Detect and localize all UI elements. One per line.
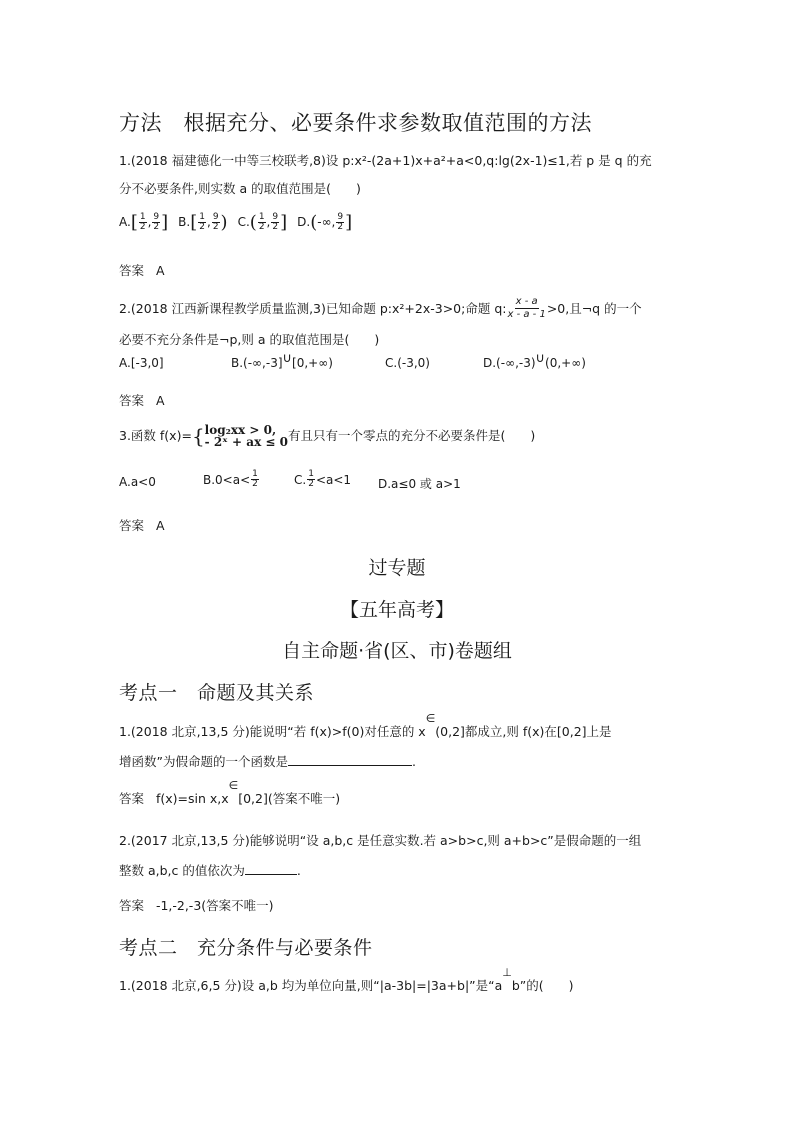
q2-option-a[interactable]: A.[-3,0]	[119, 356, 164, 370]
q1-answer	[119, 261, 165, 279]
kp1-q2-line2	[119, 862, 301, 879]
text: 1.(2018 北京,6,5 分)设 a,b 均为单位向量,则“|a-3b|=|3a+b|”是“a	[119, 978, 503, 993]
numerator: 9	[153, 212, 160, 222]
piecewise-cases	[205, 424, 288, 448]
q1-option-c[interactable]: C.( $\frac{1}{2}$ , $\frac{9}{2}$ ]	[237, 212, 288, 233]
open-bracket: [	[130, 212, 138, 233]
fraction	[271, 213, 279, 232]
q3-option-d[interactable]: D.a≤0 或 a>1	[378, 477, 461, 491]
denominator: x - a - 1	[507, 309, 546, 320]
q1-line2: 分不必要条件,则实数 a 的取值范围是( )	[119, 181, 361, 196]
q1-option-d[interactable]	[297, 212, 352, 233]
kp1-q1-line1	[119, 712, 612, 741]
q1-option-b[interactable]: B.[ $\frac{1}{2}$ , $\frac{9}{2}$ )	[178, 212, 228, 233]
case-2: - 2ˣ + ax ≤ 0	[204, 435, 288, 449]
option-text: B.(-∞,-3]	[231, 356, 283, 370]
numerator: x - a	[515, 296, 538, 307]
close-bracket: ]	[161, 212, 169, 233]
answer-value: [0,2](答案不唯一)	[238, 791, 341, 806]
answer-value: A	[155, 518, 165, 533]
denominator: 2	[337, 222, 344, 232]
open-bracket: [	[190, 212, 198, 233]
kp1-q1-answer	[119, 779, 341, 807]
fraction	[198, 213, 206, 232]
fraction	[336, 213, 344, 232]
answer-label: 答案	[119, 263, 145, 278]
union-symbol: ∪	[535, 351, 546, 366]
option-text: (0,+∞)	[545, 356, 586, 370]
q1-options	[119, 212, 352, 233]
numerator: 9	[337, 212, 344, 222]
method-heading: 方法 根据充分、必要条件求参数取值范围的方法	[119, 111, 592, 135]
q3-prefix: 3.函数 f(x)=	[119, 428, 192, 443]
option-text: <a<1	[315, 472, 352, 487]
q3-answer	[119, 516, 165, 534]
open-bracket: (	[249, 212, 257, 233]
group-title: 自主命题·省(区、市)卷题组	[282, 640, 512, 662]
option-text: C.	[294, 472, 307, 487]
option-label: D.	[297, 215, 311, 229]
option-text: -∞,	[317, 215, 336, 229]
text: (0,2]都成立,则 f(x)在[0,2]上是	[435, 724, 612, 739]
answer-blank[interactable]	[288, 753, 412, 766]
denominator: 2	[212, 222, 219, 232]
numerator: 1	[308, 469, 314, 479]
numerator: 1	[199, 212, 205, 222]
option-text: B.0<a<	[203, 472, 251, 487]
answer-blank[interactable]	[245, 862, 297, 875]
answer-value: A	[155, 263, 165, 278]
kp2-heading: 考点二 充分条件与必要条件	[119, 937, 373, 959]
option-label: C.	[237, 215, 250, 229]
q2-text-a: 2.(2018 江西新课程教学质量监测,3)已知命题 p:x²+2x-3>0;命题 q:	[119, 300, 507, 316]
q2-line1	[119, 296, 642, 321]
numerator: 9	[272, 212, 279, 222]
answer-label: 答案	[119, 898, 145, 913]
q2-text-b: >0,且¬q 的一个	[546, 300, 642, 316]
text: .	[296, 863, 301, 878]
option-text: [0,+∞)	[292, 356, 333, 370]
fraction	[139, 213, 147, 232]
answer-value: A	[155, 393, 165, 408]
text: b”的( )	[511, 978, 574, 993]
option-label: B.	[178, 215, 191, 229]
answer-value: -1,-2,-3(答案不唯一)	[155, 898, 274, 913]
answer-label: 答案	[119, 393, 145, 408]
fraction	[307, 470, 315, 489]
q3-line1	[119, 424, 535, 448]
denominator: 2	[153, 222, 160, 232]
q3-suffix: 有且只有一个零点的充分不必要条件是( )	[287, 428, 536, 443]
answer-label: 答案	[119, 518, 145, 533]
fraction	[251, 470, 259, 489]
q3-option-c[interactable]	[294, 470, 351, 489]
element-of-symbol: ∈	[228, 779, 239, 792]
fraction	[212, 213, 220, 232]
numerator: 1	[258, 212, 265, 222]
close-bracket: ]	[280, 212, 288, 233]
numerator: 1	[139, 212, 146, 222]
close-bracket: ]	[345, 212, 353, 233]
q2-option-d[interactable]	[483, 351, 586, 371]
close-bracket: )	[220, 212, 228, 233]
numerator: 9	[212, 212, 219, 222]
text: 增函数”为假命题的一个函数是	[119, 754, 288, 769]
answer-label: 答案	[119, 791, 145, 806]
numerator: 1	[252, 469, 258, 479]
option-text: D.(-∞,-3)	[483, 356, 536, 370]
q2-option-c[interactable]: C.(-3,0)	[385, 356, 430, 370]
denominator: 2	[272, 222, 279, 232]
answer-value: f(x)=sin x,x	[155, 791, 229, 806]
q3-option-b[interactable]	[203, 470, 260, 489]
q2-answer	[119, 391, 165, 409]
kp1-q2-line1: 2.(2017 北京,13,5 分)能够说明“设 a,b,c 是任意实数.若 a>b>c,则 a+b>c”是假命题的一组	[119, 833, 642, 848]
union-symbol: ∪	[282, 351, 293, 366]
denominator: 2	[258, 222, 265, 232]
fraction	[258, 213, 266, 232]
denominator: 2	[139, 222, 146, 232]
kp2-q1-line	[119, 966, 574, 995]
q1-line1: 1.(2018 福建德化一中等三校联考,8)设 p:x²-(2a+1)x+a²+a<0,q:lg(2x-1)≤1,若 p 是 q 的充	[119, 153, 652, 168]
kp1-heading: 考点一 命题及其关系	[119, 682, 315, 704]
denominator: 2	[252, 479, 258, 489]
case-1: log₂xx > 0,	[204, 423, 277, 437]
piecewise-brace: {	[191, 424, 205, 448]
q1-option-a[interactable]: A.[ $\frac{1}{2}$ , $\frac{9}{2}$ ]	[119, 212, 169, 233]
open-bracket: (	[310, 212, 318, 233]
five-years-title: 【五年高考】	[339, 599, 454, 621]
q2-line2: 必要不充分条件是¬p,则 a 的取值范围是( )	[119, 332, 380, 347]
q2-option-b[interactable]	[231, 351, 333, 371]
text: 整数 a,b,c 的值依次为	[119, 863, 245, 878]
denominator: 2	[199, 222, 205, 232]
denominator: 2	[308, 479, 314, 489]
option-label: A.	[119, 215, 131, 229]
section-title: 过专题	[368, 557, 426, 579]
q2-fraction	[507, 296, 545, 321]
fraction	[152, 213, 160, 232]
element-of-symbol: ∈	[425, 712, 436, 725]
perpendicular-symbol: ⊥	[502, 966, 512, 979]
q3-option-a[interactable]: A.a<0	[119, 475, 156, 489]
text: 1.(2018 北京,13,5 分)能说明“若 f(x)>f(0)对任意的 x	[119, 724, 426, 739]
kp1-q2-answer	[119, 896, 274, 914]
kp1-q1-line2	[119, 753, 416, 770]
text: .	[411, 754, 416, 769]
